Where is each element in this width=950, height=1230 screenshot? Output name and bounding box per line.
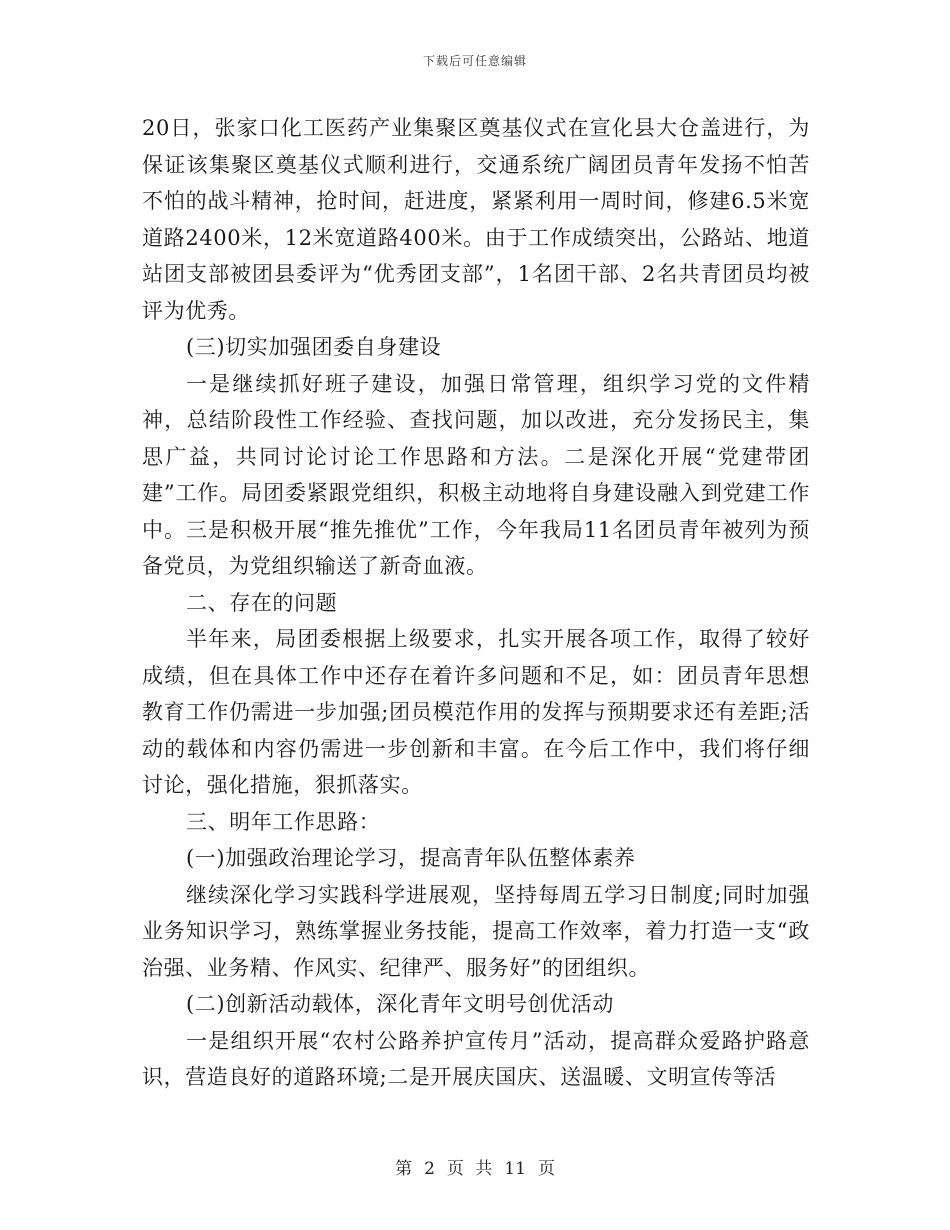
paragraph-5: 一是组织开展“农村公路养护宣传月”活动，提高群众爱路护路意识，营造良好的道路环境;二是开展庆国庆、送温暖、文明宣传等活 bbox=[142, 1028, 810, 1089]
section-heading-problems: 二、存在的问题 bbox=[186, 590, 338, 615]
subheading-2: (二)创新活动载体，深化青年文明号创优活动 bbox=[186, 992, 614, 1016]
subheading-1: (一)加强政治理论学习，提高青年队伍整体素养 bbox=[186, 846, 636, 870]
page-header: 下载后可任意编辑 bbox=[422, 54, 527, 68]
section-heading-plans: 三、明年工作思路： bbox=[186, 809, 381, 834]
section-heading-3: (三)切实加强团委自身建设 bbox=[186, 335, 442, 359]
paragraph-3: 半年来，局团委根据上级要求，扎实开展各项工作，取得了较好成绩，但在具体工作中还存在着许多问题和不足，如：团员青年思想教育工作仍需进一步加强;团员模范作用的发挥与预期要求还有差距;活动的载体和内容仍需进一步创新和丰富。在今后工作中，我们将仔细讨论，强化措施，狠抓落实。 bbox=[142, 627, 810, 797]
paragraph-2: 一是继续抓好班子建设，加强日常管理，组织学习党的文件精神，总结阶段性工作经验、查找问题，加以改进，充分发扬民主，集思广益，共同讨论讨论工作思路和方法。二是深化开展“党建带团建”工作。局团委紧跟党组织，积极主动地将自身建设融入到党建工作中。三是积极开展“推先推优”工作，今年我局11名团员青年被列为预备党员，为党组织输送了新奇血液。 bbox=[142, 371, 810, 578]
paragraph-4: 继续深化学习实践科学进展观，坚持每周五学习日制度;同时加强业务知识学习，熟练掌握业务技能，提高工作效率，着力打造一支“政治强、业务精、作风实、纪律严、服务好”的团组织。 bbox=[142, 882, 810, 980]
page-footer bbox=[0, 1154, 950, 1179]
footer-middle: 页 共 bbox=[446, 1159, 493, 1179]
footer-suffix: 页 bbox=[537, 1159, 555, 1179]
footer-total-pages: 11 bbox=[504, 1159, 526, 1179]
document-body bbox=[142, 110, 810, 1096]
footer-prefix: 第 bbox=[395, 1159, 413, 1179]
footer-page-number: 2 bbox=[424, 1159, 435, 1179]
paragraph-1: 20日，张家口化工医药产业集聚区奠基仪式在宣化县大仓盖进行，为保证该集聚区奠基仪式顺利进行，交通系统广阔团员青年发扬不怕苦不怕的战斗精神，抢时间，赶进度，紧紧利用一周时间，修建6.5米宽道路2400米，12米宽道路400米。由于工作成绩突出，公路站、地道站团支部被团县委评为“优秀团支部”，1名团干部、2名共青团员均被评为优秀。 bbox=[142, 116, 810, 323]
